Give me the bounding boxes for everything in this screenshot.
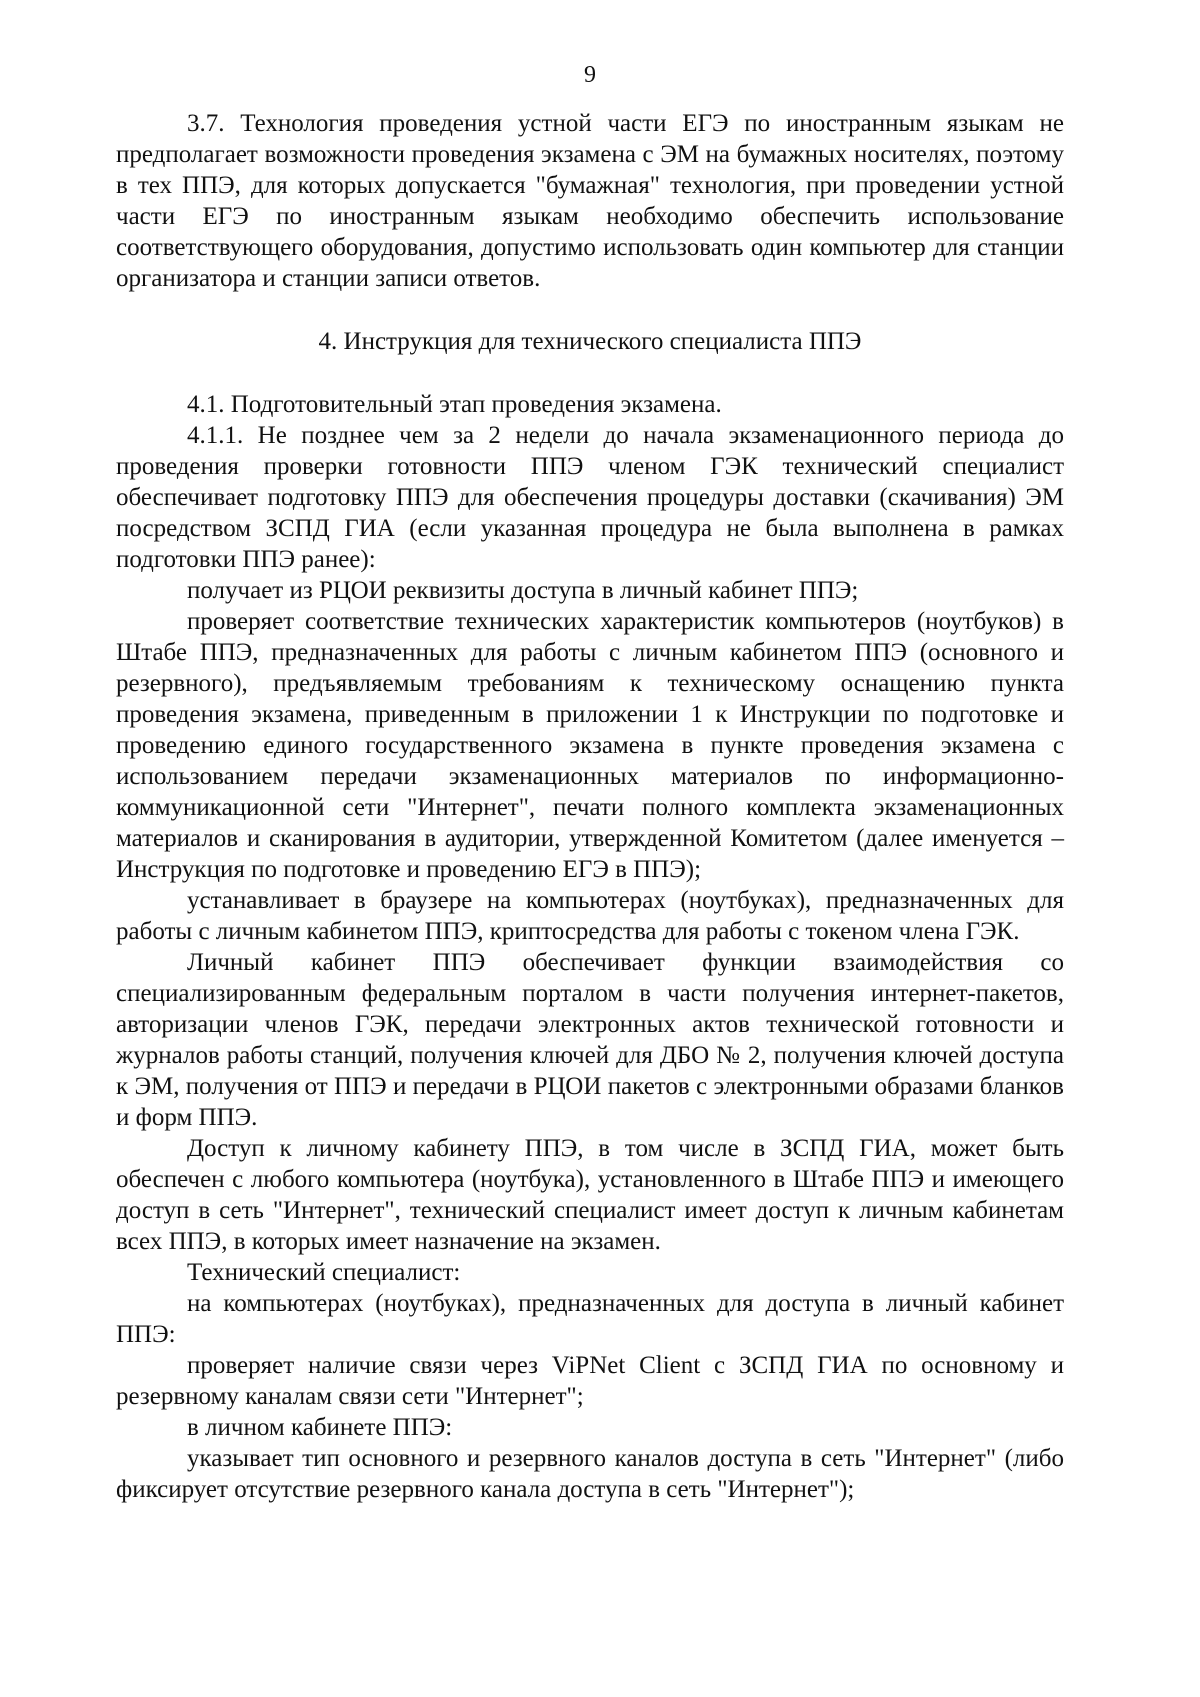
section-heading-4: 4. Инструкция для технического специалиста ППЭ bbox=[318, 328, 862, 355]
paragraph-in-cabinet: в личном кабинете ППЭ: bbox=[187, 1414, 453, 1441]
paragraph-channel-types: указывает тип основного и резервного каналов доступа в сеть "Интернет" (либо фиксирует отсутствие резервного канала доступа в сеть "Интернет"); bbox=[116, 1445, 1064, 1503]
paragraph-4-1-1: 4.1.1. Не позднее чем за 2 недели до начала экзаменационного периода до проведения проверки готовности ППЭ членом ГЭК технический специалист обеспечивает подготовку ППЭ для обеспечения процедуры доставки (скачивания) ЭМ посредством ЗСПД ГИА (если указанная процедура не была выполнена в рамках подготовки ППЭ ранее): bbox=[116, 422, 1064, 573]
paragraph-installs-crypto: устанавливает в браузере на компьютерах (ноутбуках), предназначенных для работы с личным кабинетом ППЭ, криптосредства для работы с токеном члена ГЭК. bbox=[116, 887, 1064, 945]
paragraph-checks-hardware: проверяет соответствие технических характеристик компьютеров (ноутбуков) в Штабе ППЭ, предназначенных для работы с личным кабинетом ППЭ (основного и резервного), предъявляемым требованиям к техническому оснащению пункта проведения экзамена, приведенным в приложении 1 к Инструкции по подготовке и проведению единого государственного экзамена в пункте проведения экзамена с использованием передачи экзаменационных материалов по информационно-коммуникационной сети "Интернет", печати полного комплекта экзаменационных материалов и сканирования в аудитории, утвержденной Комитетом (далее именуется – Инструкция по подготовке и проведению ЕГЭ в ППЭ); bbox=[116, 608, 1064, 883]
paragraph-receives-credentials: получает из РЦОИ реквизиты доступа в личный кабинет ППЭ; bbox=[187, 577, 859, 604]
paragraph-3-7: 3.7. Технология проведения устной части ЕГЭ по иностранным языкам не предполагает возможности проведения экзамена с ЭМ на бумажных носителях, поэтому в тех ППЭ, для которых допускается "бумажная" технология, при проведении устной части ЕГЭ по иностранным языкам необходимо обеспечить использование соответствующего оборудования, допустимо использовать один компьютер для станции организатора и станции записи ответов. bbox=[116, 110, 1064, 292]
document-page bbox=[116, 60, 1064, 1505]
paragraph-on-computers: на компьютерах (ноутбуках), предназначенных для доступа в личный кабинет ППЭ: bbox=[116, 1290, 1064, 1348]
paragraph-vipnet-check: проверяет наличие связи через ViPNet Client с ЗСПД ГИА по основному и резервному каналам связи сети "Интернет"; bbox=[116, 1352, 1064, 1410]
paragraph-cabinet-functions: Личный кабинет ППЭ обеспечивает функции взаимодействия со специализированным федеральным порталом в части получения интернет-пакетов, авторизации членов ГЭК, передачи электронных актов технической готовности и журналов работы станций, получения ключей для ДБО № 2, получения ключей доступа к ЭМ, получения от ППЭ и передачи в РЦОИ пакетов с электронными образами бланков и форм ППЭ. bbox=[116, 949, 1064, 1131]
page-number: 9 bbox=[584, 62, 596, 88]
paragraph-cabinet-access: Доступ к личному кабинету ППЭ, в том числе в ЗСПД ГИА, может быть обеспечен с любого компьютера (ноутбука), установленного в Штабе ППЭ и имеющего доступ в сеть "Интернет", технический специалист имеет доступ к личным кабинетам всех ППЭ, в которых имеет назначение на экзамен. bbox=[116, 1135, 1064, 1255]
paragraph-4-1: 4.1. Подготовительный этап проведения экзамена. bbox=[187, 391, 722, 418]
paragraph-tech-specialist: Технический специалист: bbox=[187, 1259, 461, 1286]
